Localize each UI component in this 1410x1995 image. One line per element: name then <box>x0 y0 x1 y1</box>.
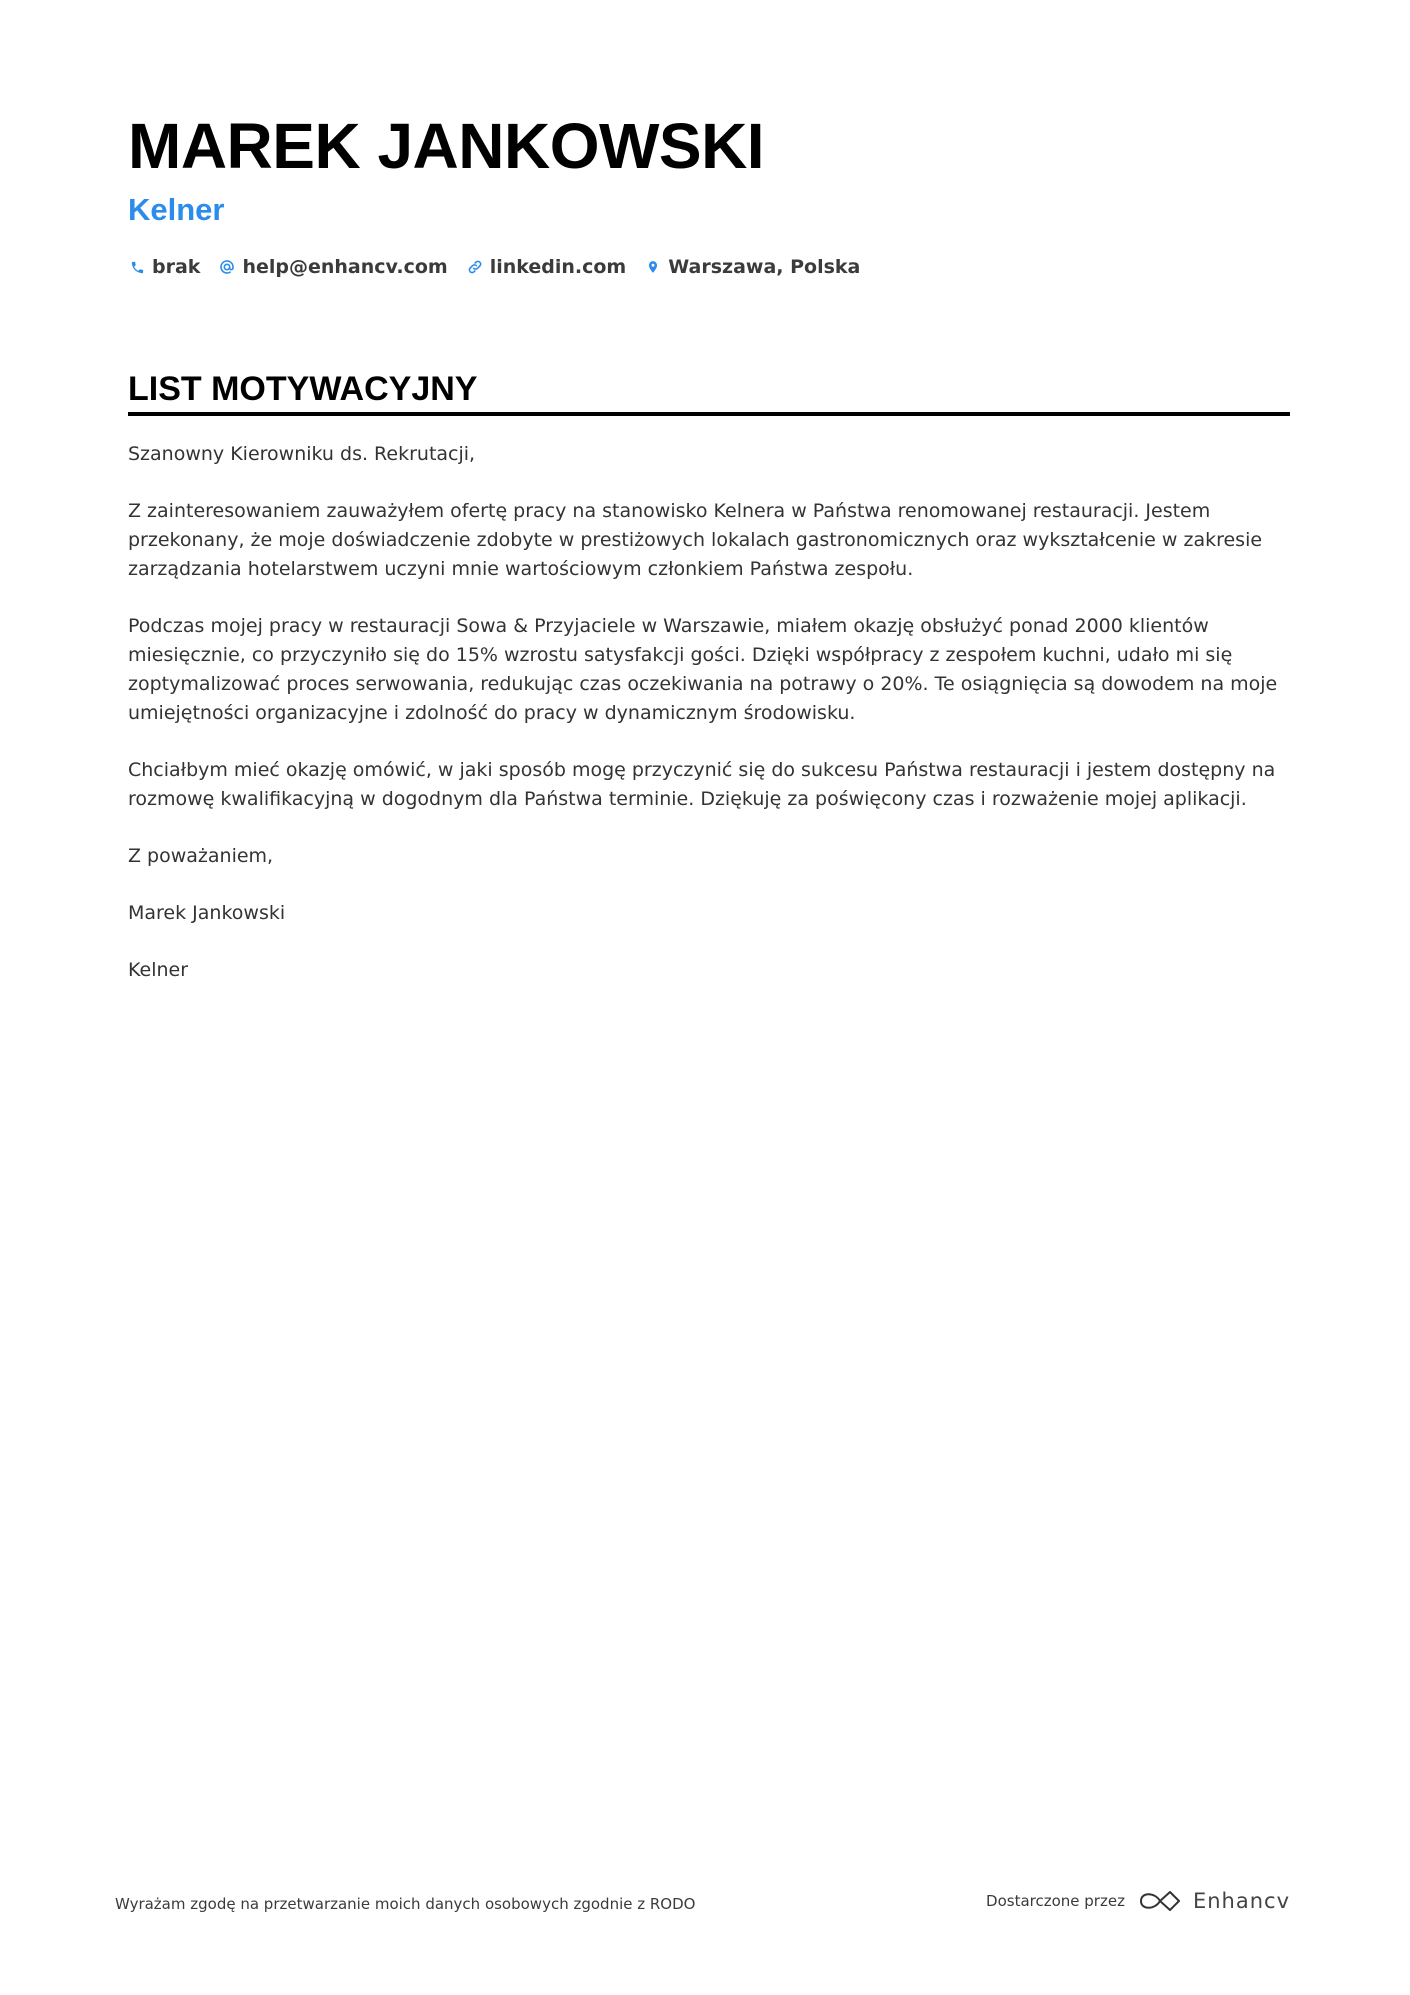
cover-letter-page <box>128 0 1290 1995</box>
brand-name: Enhancv <box>1192 1889 1290 1913</box>
job-title: Kelner <box>128 192 225 227</box>
signature-title: Kelner <box>128 959 189 981</box>
section-title: LIST MOTYWACYJNY <box>128 368 1290 416</box>
powered-by-label: Dostarczone przez <box>986 1892 1125 1910</box>
location-pin-icon <box>644 258 662 276</box>
signature-name: Marek Jankowski <box>128 902 286 924</box>
contact-link[interactable] <box>466 256 627 278</box>
phone-icon <box>128 258 146 276</box>
contact-email-text[interactable]: help@enhancv.com <box>242 256 448 278</box>
letter-closing: Z poważaniem, <box>128 845 274 867</box>
contact-link-text[interactable]: linkedin.com <box>489 256 627 278</box>
contact-email[interactable] <box>218 256 447 278</box>
letter-body <box>128 440 1290 1013</box>
letter-greeting: Szanowny Kierowniku ds. Rekrutacji, <box>128 443 476 465</box>
link-icon <box>466 258 484 276</box>
letter-paragraph: Chciałbym mieć okazję omówić, w jaki sposób mogę przyczynić się do sukcesu Państwa restauracji i jestem dostępny na rozmowę kwalifikacyjną w dogodnym dla Państwa terminie. Dziękuję za poświęcony czas i rozważenie mojej aplikacji. <box>128 759 1276 810</box>
consent-text: Wyrażam zgodę na przetwarzanie moich danych osobowych zgodnie z RODO <box>115 1895 696 1913</box>
contact-phone <box>128 256 200 278</box>
at-icon <box>218 258 236 276</box>
powered-by[interactable] <box>986 1888 1290 1914</box>
contact-phone-text: brak <box>152 256 201 278</box>
letter-paragraph: Z zainteresowaniem zauważyłem ofertę pracy na stanowisko Kelnera w Państwa renomowanej restauracji. Jestem przekonany, że moje doświadczenie zdobyte w prestiżowych lokalach gastronomicznych oraz wykształcenie w zakresie zarządzania hotelarstwem uczyni mnie wartościowym członkiem Państwa zespołu. <box>128 500 1263 580</box>
contact-bar <box>128 252 878 282</box>
contact-location-text: Warszawa, Polska <box>668 256 861 278</box>
candidate-name: MAREK JANKOWSKI <box>128 110 765 182</box>
enhancv-logo-icon <box>1137 1888 1183 1914</box>
letter-paragraph: Podczas mojej pracy w restauracji Sowa & Przyjaciele w Warszawie, miałem okazję obsłużyć ponad 2000 klientów miesięcznie, co przyczyniło się do 15% wzrostu satysfakcji gości. Dzięki współpracy z zespołem kuchni, udało mi się zoptymalizować proces serwowania, redukując czas oczekiwania na potrawy o 20%. Te osiągnięcia są dowodem na moje umiejętności organizacyjne i zdolność do pracy w dynamicznym środowisku. <box>128 615 1278 724</box>
contact-location <box>644 256 860 278</box>
